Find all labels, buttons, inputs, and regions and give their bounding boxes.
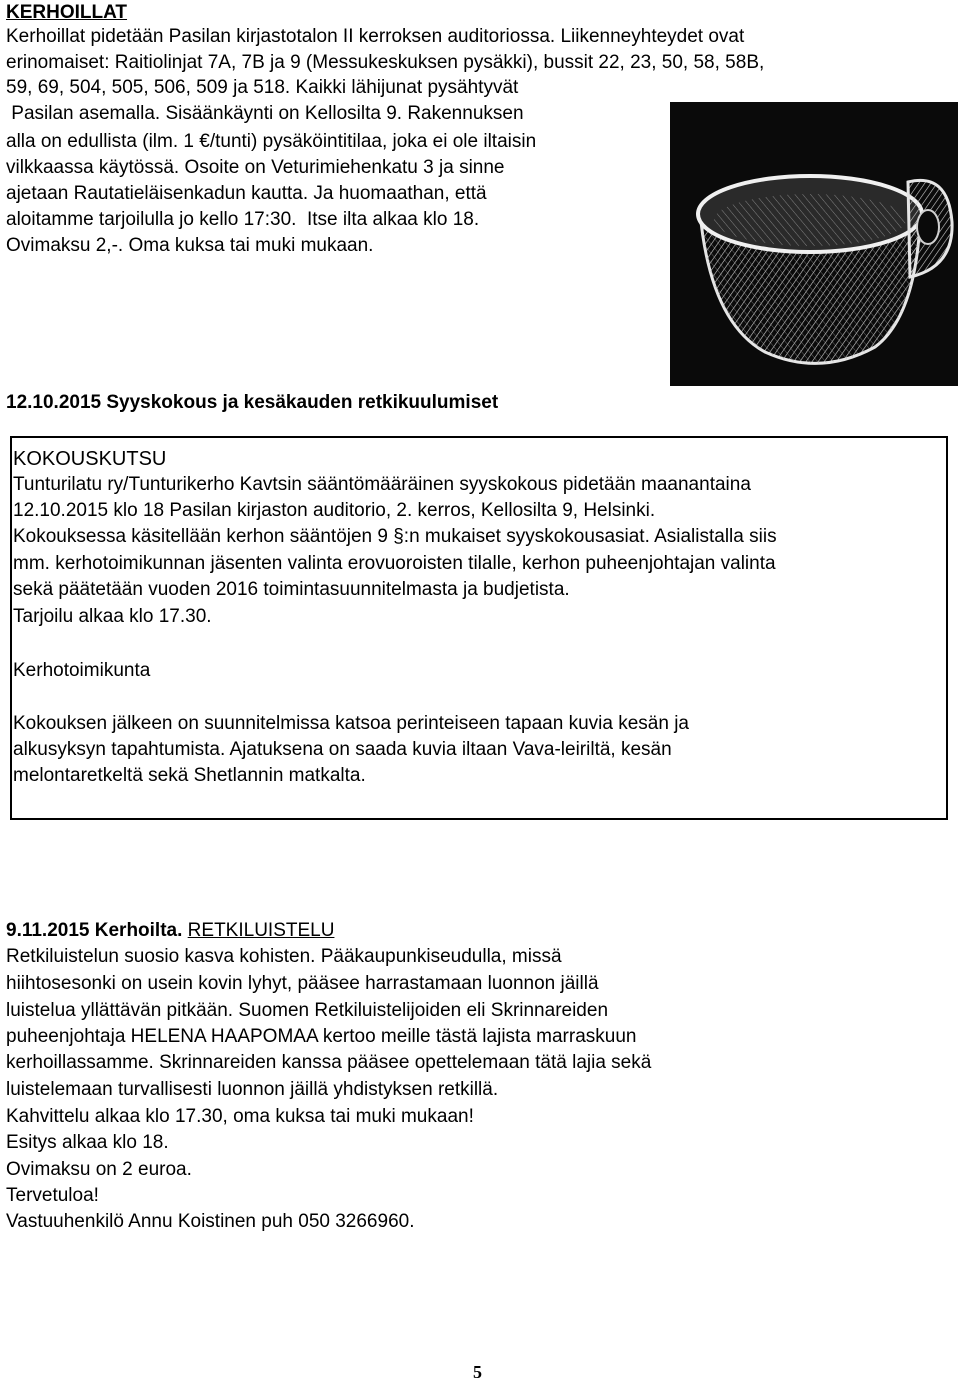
box-line: sekä päätetään vuoden 2016 toimintasuunnitelmasta ja budjetista.: [13, 579, 570, 600]
paragraph-line: Ovimaksu on 2 euroa.: [6, 1159, 192, 1180]
box-title: KOKOUSKUTSU: [13, 448, 167, 470]
paragraph-line: Tervetuloa!: [6, 1185, 99, 1206]
box-line: 12.10.2015 klo 18 Pasilan kirjaston auditorio, 2. kerros, Kellosilta 9, Helsinki.: [13, 500, 656, 521]
paragraph-line: puheenjohtaja HELENA HAAPOMAA kertoo meille tästä lajista marraskuun: [6, 1026, 637, 1047]
kuksa-illustration: [670, 102, 958, 386]
paragraph-line: Retkiluistelun suosio kasva kohisten. Pääkaupunkiseudulla, missä: [6, 946, 562, 967]
paragraph-line: Kerhoillat pidetään Pasilan kirjastotalon II kerroksen auditoriossa. Liikenneyhteydet ovat: [6, 26, 745, 47]
section-heading-kerhoillat: KERHOILLAT: [6, 2, 128, 23]
section-heading-syyskokous: 12.10.2015 Syyskokous ja kesäkauden retkikuulumiset: [6, 392, 499, 413]
heading-date: 9.11.2015 Kerhoilta.: [6, 920, 183, 941]
paragraph-line: Kahvittelu alkaa klo 17.30, oma kuksa tai muki mukaan!: [6, 1106, 474, 1127]
section-heading-retkiluistelu: [6, 918, 334, 944]
paragraph-line: luistelemaan turvallisesti luonnon jäillä yhdistyksen retkillä.: [6, 1079, 499, 1100]
paragraph-line: kerhoillassamme. Skrinnareiden kanssa pääsee opettelemaan tätä lajia sekä: [6, 1052, 652, 1073]
box-line: alkusyksyn tapahtumista. Ajatuksena on saada kuvia iltaan Vava-leiriltä, kesän: [13, 739, 672, 760]
box-line: Kokouksen jälkeen on suunnitelmissa katsoa perinteiseen tapaan kuvia kesän ja: [13, 713, 689, 734]
heading-topic: RETKILUISTELU: [187, 920, 335, 941]
paragraph-line: alla on edullista (ilm. 1 €/tunti) pysäköintitilaa, joka ei ole iltaisin: [6, 131, 537, 152]
paragraph-line: Pasilan asemalla. Sisäänkäynti on Kellosilta 9. Rakennuksen: [6, 103, 524, 124]
box-line: mm. kerhotoimikunnan jäsenten valinta erovuoroisten tilalle, kerhon puheenjohtajan valinta: [13, 553, 776, 574]
box-line: Tarjoilu alkaa klo 17.30.: [13, 606, 212, 627]
box-line: melontaretkeltä sekä Shetlannin matkalta.: [13, 765, 366, 786]
paragraph-line: aloitamme tarjoilulla jo kello 17:30. Itse ilta alkaa klo 18.: [6, 209, 480, 230]
paragraph-line: vilkkaassa käytössä. Osoite on Veturimiehenkatu 3 ja sinne: [6, 157, 505, 178]
paragraph-line: Ovimaksu 2,-. Oma kuksa tai muki mukaan.: [6, 235, 374, 256]
paragraph-line: erinomaiset: Raitiolinjat 7A, 7B ja 9 (Messukeskuksen pysäkki), bussit 22, 23, 50, 58, 58B,: [6, 52, 765, 73]
page-number: 5: [473, 1362, 482, 1382]
paragraph-line: hiihtosesonki on usein kovin lyhyt, pääsee harrastamaan luonnon jäillä: [6, 973, 599, 994]
paragraph-line: ajetaan Rautatieläisenkadun kautta. Ja huomaathan, että: [6, 183, 487, 204]
paragraph-line: Vastuuhenkilö Annu Koistinen puh 050 3266960.: [6, 1211, 415, 1232]
box-line: Kokouksessa käsitellään kerhon sääntöjen 9 §:n mukaiset syyskokousasiat. Asialistalla siis: [13, 526, 777, 547]
box-signature: Kerhotoimikunta: [13, 660, 151, 681]
paragraph-line: Esitys alkaa klo 18.: [6, 1132, 169, 1153]
box-line: Tunturilatu ry/Tunturikerho Kavtsin sääntömääräinen syyskokous pidetään maanantaina: [13, 474, 751, 495]
paragraph-line: luistelua yllättävän pitkään. Suomen Retkiluistelijoiden eli Skrinnareiden: [6, 1000, 609, 1021]
paragraph-line: 59, 69, 504, 505, 506, 509 ja 518. Kaikki lähijunat pysähtyvät: [6, 77, 519, 98]
